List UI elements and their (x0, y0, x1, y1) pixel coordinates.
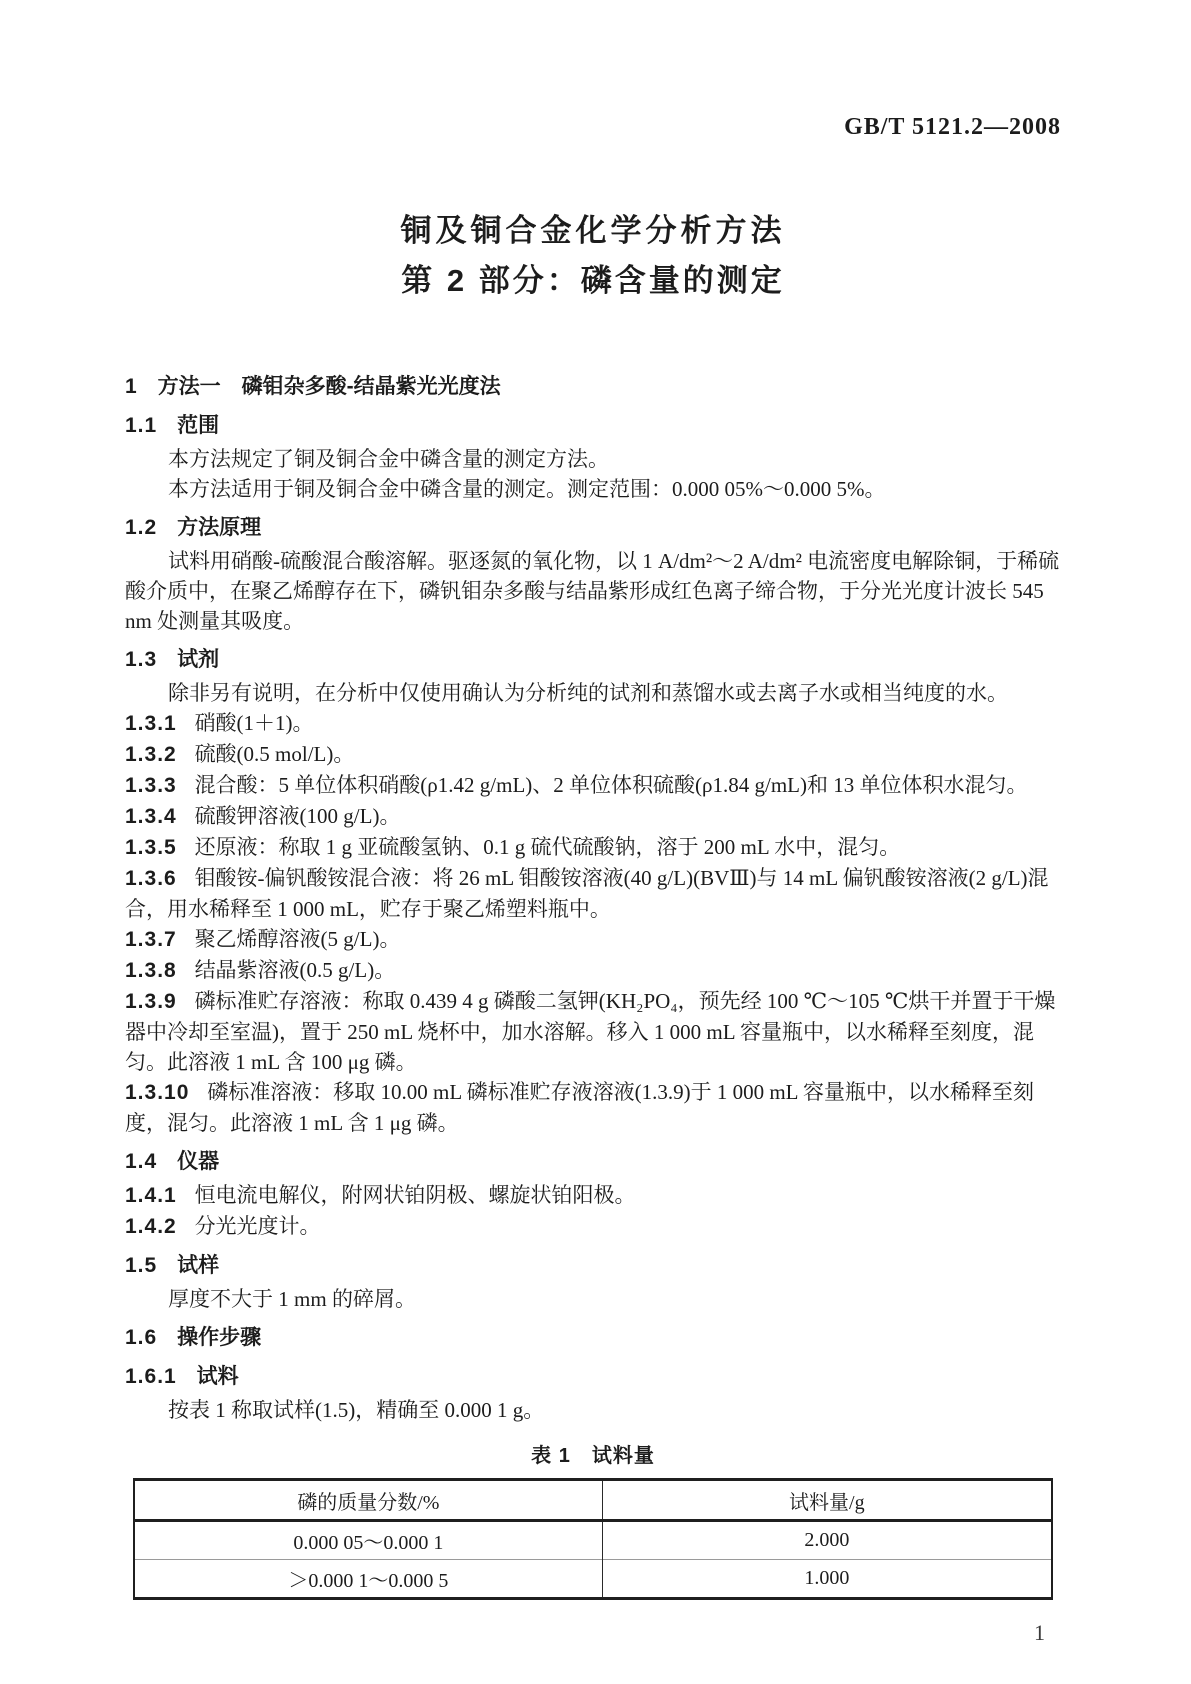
clause-text: 聚乙烯醇溶液(5 g/L)。 (194, 927, 401, 951)
clause-text: 还原液：称取 1 g 亚硫酸氢钠、0.1 g 硫代硫酸钠，溶于 200 mL 水中，混匀。 (194, 835, 901, 859)
standard-code: GB/T 5121.2—2008 (844, 114, 1061, 140)
clause-number: 1.3.8 (125, 959, 177, 982)
section-number: 1.3 (125, 648, 158, 671)
clause-number: 1.3.3 (125, 774, 177, 797)
table-header-phosphorus-fraction: 磷的质量分数/% (134, 1480, 602, 1521)
section-heading (125, 1323, 1061, 1353)
clause-text: 磷标准溶液：移取 10.00 mL 磷标准贮存液溶液(1.3.9)于 1 000 mL 容量瓶中，以水稀释至刻度，混匀。此溶液 1 mL 含 1 μg 磷。 (125, 1080, 1034, 1135)
clause-number: 1.3.10 (125, 1081, 190, 1104)
section-heading (125, 1251, 1061, 1281)
numbered-clause (125, 801, 1061, 832)
section-heading (125, 1147, 1061, 1177)
section-title: 试样 (177, 1254, 220, 1277)
numbered-clause (125, 1211, 1061, 1242)
clause-number: 1.3.2 (125, 743, 177, 766)
paragraph: 本方法适用于铜及铜合金中磷含量的测定。测定范围：0.000 05%～0.000 5%。 (168, 477, 886, 501)
section-title: 试料 (196, 1365, 239, 1388)
numbered-clause (125, 708, 1061, 739)
content-column (125, 0, 1061, 1646)
section-number: 1.1 (125, 414, 158, 437)
paragraph: 本方法规定了铜及铜合金中磷含量的测定方法。 (168, 447, 610, 471)
document-body (125, 372, 1061, 1425)
numbered-clause (125, 832, 1061, 863)
cell-phosphorus-fraction: 0.000 05～0.000 1 (134, 1521, 602, 1560)
section-title: 仪器 (177, 1150, 220, 1173)
document-subtitle: 第 2 部分：磷含量的测定 (401, 263, 785, 298)
numbered-clause (125, 986, 1061, 1077)
clause-text: 结晶紫溶液(0.5 g/L)。 (194, 958, 396, 982)
clause-number: 1.3.9 (125, 990, 177, 1013)
section-title: 方法原理 (177, 516, 262, 539)
paragraph: 试料用硝酸-硫酸混合酸溶解。驱逐氮的氧化物，以 1 A/dm²～2 A/dm² 电流密度电解除铜，于稀硫酸介质中，在聚乙烯醇存在下，磷钒钼杂多酸与结晶紫形成红色离子缔合物，于分光光度计波长 545 nm 处测量其吸度。 (125, 549, 1060, 633)
numbered-clause (125, 924, 1061, 955)
sample-mass-table (133, 1478, 1053, 1600)
numbered-clause (125, 955, 1061, 986)
table-header-sample-mass: 试料量/g (602, 1480, 1052, 1521)
numbered-clause (125, 770, 1061, 801)
numbered-clause (125, 863, 1061, 924)
section-heading (125, 645, 1061, 675)
cell-sample-mass: 2.000 (804, 1529, 850, 1551)
section-heading (125, 372, 1061, 402)
clause-number: 1.3.1 (125, 712, 177, 735)
clause-number: 1.3.4 (125, 805, 177, 828)
numbered-clause (125, 1077, 1061, 1138)
clause-text: 硫酸(0.5 mol/L)。 (194, 742, 355, 766)
table-row (134, 1521, 1052, 1560)
clause-text: 硝酸(1＋1)。 (194, 711, 314, 735)
clause-number: 1.3.7 (125, 928, 177, 951)
table-header-row (134, 1480, 1052, 1521)
clause-text: 恒电流电解仪，附网状铂阴极、螺旋状铂阳极。 (194, 1183, 636, 1207)
section-heading (125, 411, 1061, 441)
table-row (134, 1560, 1052, 1599)
clause-text: 硫酸钾溶液(100 g/L)。 (194, 804, 401, 828)
page-number: 1 (1034, 1620, 1045, 1645)
section-title: 方法一 磷钼杂多酸-结晶紫光光度法 (157, 375, 501, 398)
section-number: 1.6.1 (125, 1365, 177, 1388)
clause-number: 1.4.1 (125, 1184, 177, 1207)
clause-number: 1.3.6 (125, 867, 177, 890)
paragraph: 厚度不大于 1 mm 的碎屑。 (168, 1287, 416, 1311)
section-title: 操作步骤 (177, 1326, 262, 1349)
section-number: 1.2 (125, 516, 158, 539)
document-title: 铜及铜合金化学分析方法 (400, 213, 786, 248)
clause-text: 分光光度计。 (194, 1214, 321, 1238)
section-number: 1.6 (125, 1326, 158, 1349)
cell-phosphorus-fraction: ＞0.000 1～0.000 5 (134, 1560, 602, 1599)
clause-number: 1.3.5 (125, 836, 177, 859)
section-title: 范围 (177, 414, 220, 437)
section-heading (125, 513, 1061, 543)
paragraph: 按表 1 称取试样(1.5)，精确至 0.000 1 g。 (168, 1398, 545, 1422)
cell-sample-mass: 1.000 (602, 1560, 1052, 1599)
clause-text: 混合酸：5 单位体积硝酸(ρ1.42 g/mL)、2 单位体积硫酸(ρ1.84 g/mL)和 13 单位体积水混匀。 (194, 773, 1028, 797)
paragraph: 除非另有说明，在分析中仅使用确认为分析纯的试剂和蒸馏水或去离子水或相当纯度的水。 (168, 681, 1009, 705)
section-number: 1.5 (125, 1254, 158, 1277)
numbered-clause (125, 1180, 1061, 1211)
section-title: 试剂 (177, 648, 220, 671)
clause-number: 1.4.2 (125, 1215, 177, 1238)
table-caption: 表 1 试料量 (531, 1445, 655, 1467)
clause-text: 磷标准贮存溶液：称取 0.439 4 g 磷酸二氢钾(KH₂PO₄，预先经 100 ℃～105 ℃烘干并置于干燥器中冷却至室温)，置于 250 mL 烧杯中，加水溶解。移入 1 000 mL 容量瓶中，以水稀释至刻度，混匀。此溶液 1 mL 含 100 μg 磷。 (125, 989, 1056, 1074)
section-heading (125, 1362, 1061, 1392)
clause-text: 钼酸铵-偏钒酸铵混合液：将 26 mL 钼酸铵溶液(40 g/L)(BVⅢ)与 14 mL 偏钒酸铵溶液(2 g/L)混合，用水稀释至 1 000 mL，贮存于聚乙烯塑料瓶中。 (125, 866, 1049, 921)
section-number: 1 (125, 375, 138, 398)
section-number: 1.4 (125, 1150, 158, 1173)
numbered-clause (125, 739, 1061, 770)
